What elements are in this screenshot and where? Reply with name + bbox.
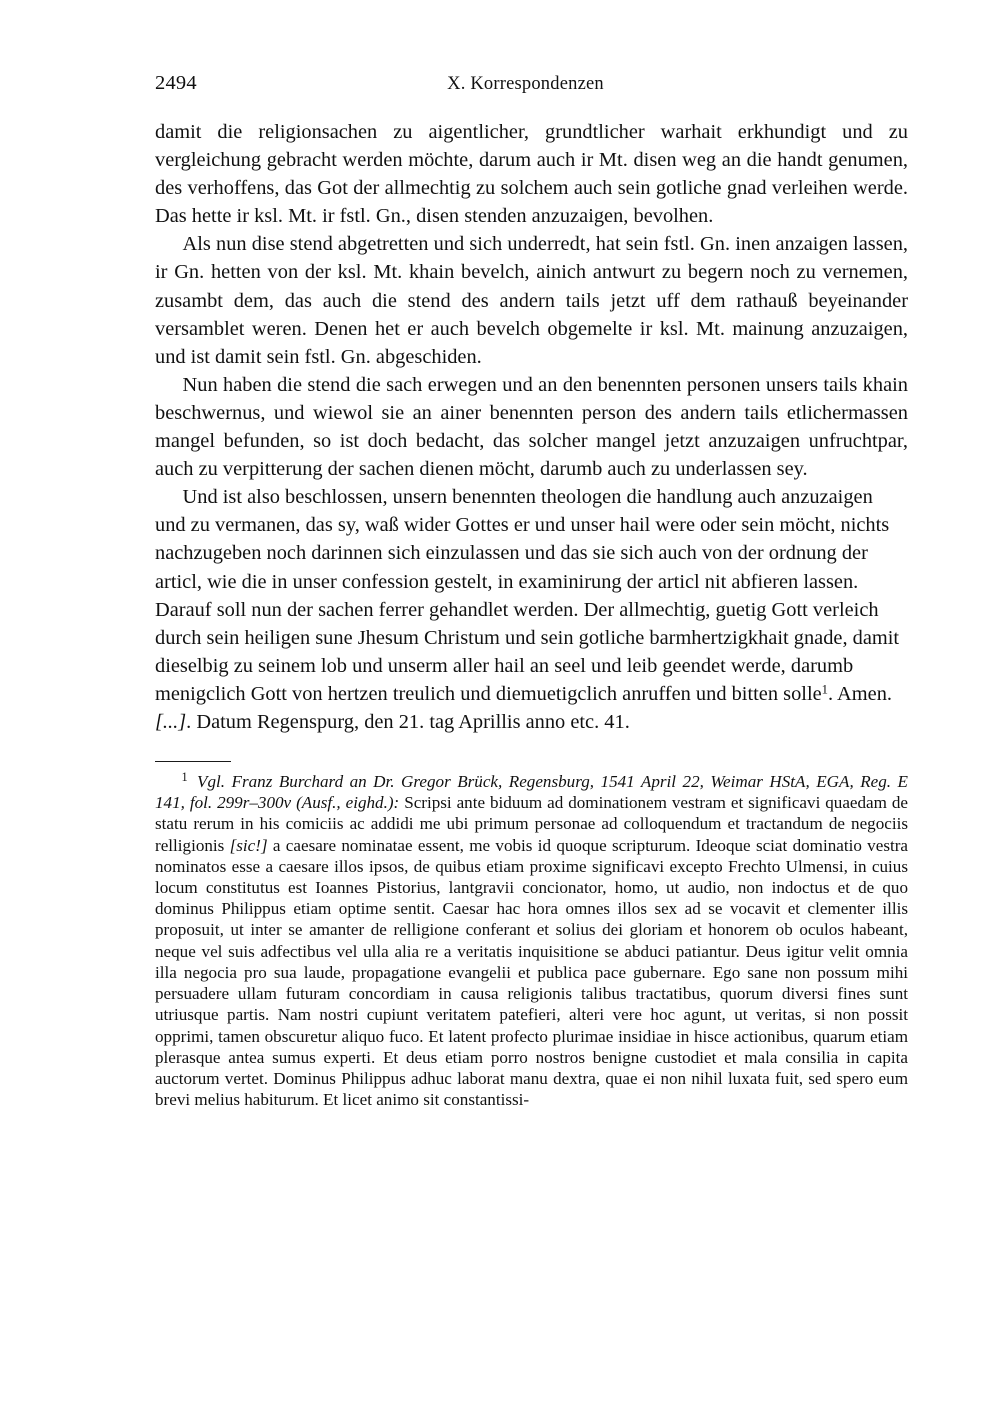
- page-number: 2494: [155, 72, 197, 94]
- footnote-reference-marker[interactable]: 1: [821, 682, 828, 697]
- paragraph: Als nun dise stend abgetretten und sich underredt, hat sein fstl. Gn. inen anzaigen lassen, ir Gn. hetten von der ksl. Mt. khain bevelch, ainich antwurt zu begern noch zu vernemen, zusambt dem, das auch die stend des andern tails jetzt uff dem rathauß beyeinander versamblet weren. Denen het er auch bevelch obgemelte ir ksl. Mt. mainung anzuzaigen, und ist damit sein fstl. Gn. abgeschiden.: [155, 233, 908, 368]
- footnote-1: [155, 771, 908, 1110]
- running-title: X. Korrespondenzen: [447, 74, 604, 94]
- footnote-text-segment: a caesare nominatae essent, me vobis id quoque scripturum. Ideoque sciat dominatio vestra nominatos esse a caesare illos ipsos, de quibus etiam proxime significavi excepto Frechto Ulmensi, in cuius locum constitutus est Ioannes Pistorius, lantgravii concionator, homo, ut audio, non indoctus et de quo dominus Philippus etiam optime sentit. Caesar hac hora omnes illos sex ad se vocavit et clementer illis proposuit, ut inter se amanter de relligione conferant et solius dei gloriam et honorem ob oculos habeant, neque vel suis adfectibus vel ulla alia re a veritatis inquisitione se abduci patiantur. Deus igitur velit omnia illa negocia pro sua laude, propagatione evangelii et publica pace gubernare. Ego sane non possum mihi persuadere ullam futuram concordiam in causa religionis talibus tractatibus, quorum diversi fines sunt utriusque partis. Nam nostri cupiunt veritatem patefieri, alteri vere hoc agunt, ut veritas, si non possit opprimi, tamen obscuretur aliquo fuco. Et latent profecto plurimae insidiae in hisce actionibus, quarum etiam plerasque antea sumus experti. Et deus etiam porro nostros benigne custodiet et mala consilia in capita auctorum vertet. Dominus Philippus adhuc laborat manu dextra, quae ei non nihil luxata fuit, sed spero eum brevi melius habiturum. Et licet animo sit constantissi-: [155, 835, 908, 1110]
- page-content-area: [155, 70, 908, 1110]
- paragraph-final: [155, 483, 908, 736]
- footnote-number: 1: [181, 770, 188, 785]
- editorial-ellipsis: [...]: [155, 710, 187, 733]
- paragraph-text-segment: . Datum Regenspurg, den 21. tag Aprillis anno etc. 41.: [186, 710, 630, 733]
- footnote-sic-marker: [sic!]: [229, 835, 268, 855]
- footnote-text-segment: Scripsi ante biduum ad dominationem vestram et significavi quaedam de statu rerum in his comiciis ac addidi me ubi primum personae ad colloquendum et tractandum de negociis relligionis: [155, 793, 908, 855]
- footnote-citation: Vgl. Franz Burchard an Dr. Gregor Brück, Regensburg, 1541 April 22, Weimar HStA, EGA, Reg. E 141, fol. 299r–300v (Ausf., eighd.):: [155, 772, 908, 813]
- paragraph-text-segment: Und ist also beschlossen, unsern benennten theologen die handlung auch anzuzaigen und zu vermanen, das sy, waß wider Gottes er und unser hail were oder sein möcht, nichts nachzugeben noch darinnen sich einzulassen und das sie sich auch von der ordnung der articl, wie die in unser confession gestelt, in examinirung der articl nit abfieren lassen. Darauf soll nun der sachen ferrer gehandlet werden. Der allmechtig, guetig Gott verleich durch sein heiligen sune Jhesum Christum und sein gotliche barmhertzigkhait gnade, damit dieselbig zu seinem lob und unserm aller hail an seel und leib geendet werde, darumb menigclich Gott von hertzen treulich und diemuetigclich anruffen und bitten solle: [155, 486, 900, 705]
- running-head: [155, 70, 908, 110]
- paragraph: Nun haben die stend die sach erwegen und an den benennten personen unsers tails khain beschwernus, und wiewol sie an ainer benennten person des andern tails etlichermassen mangel befunden, so ist doch bedacht, das solcher mangel jetzt anzuzaigen unfruchtpar, auch zu verpitterung der sachen dienen möcht, darumb auch zu underlassen sey.: [155, 373, 908, 481]
- footnote-area: [155, 761, 908, 1110]
- paragraph: damit die religionsachen zu aigentlicher, grundtlicher warhait erkhundigt und zu vergleichung gebracht werden möchte, darum auch ir Mt. disen weg an die handt genumen, des verhoffens, das Got der allmechtig zu solchem auch sein gotliche gnad verleihen werde. Das hette ir ksl. Mt. ir fstl. Gn., disen stenden anzuzaigen, bevolhen.: [155, 121, 908, 228]
- body-text-block: [155, 118, 908, 736]
- paragraph-text-segment: . Amen.: [827, 682, 892, 705]
- footnote-separator-rule: [155, 761, 231, 762]
